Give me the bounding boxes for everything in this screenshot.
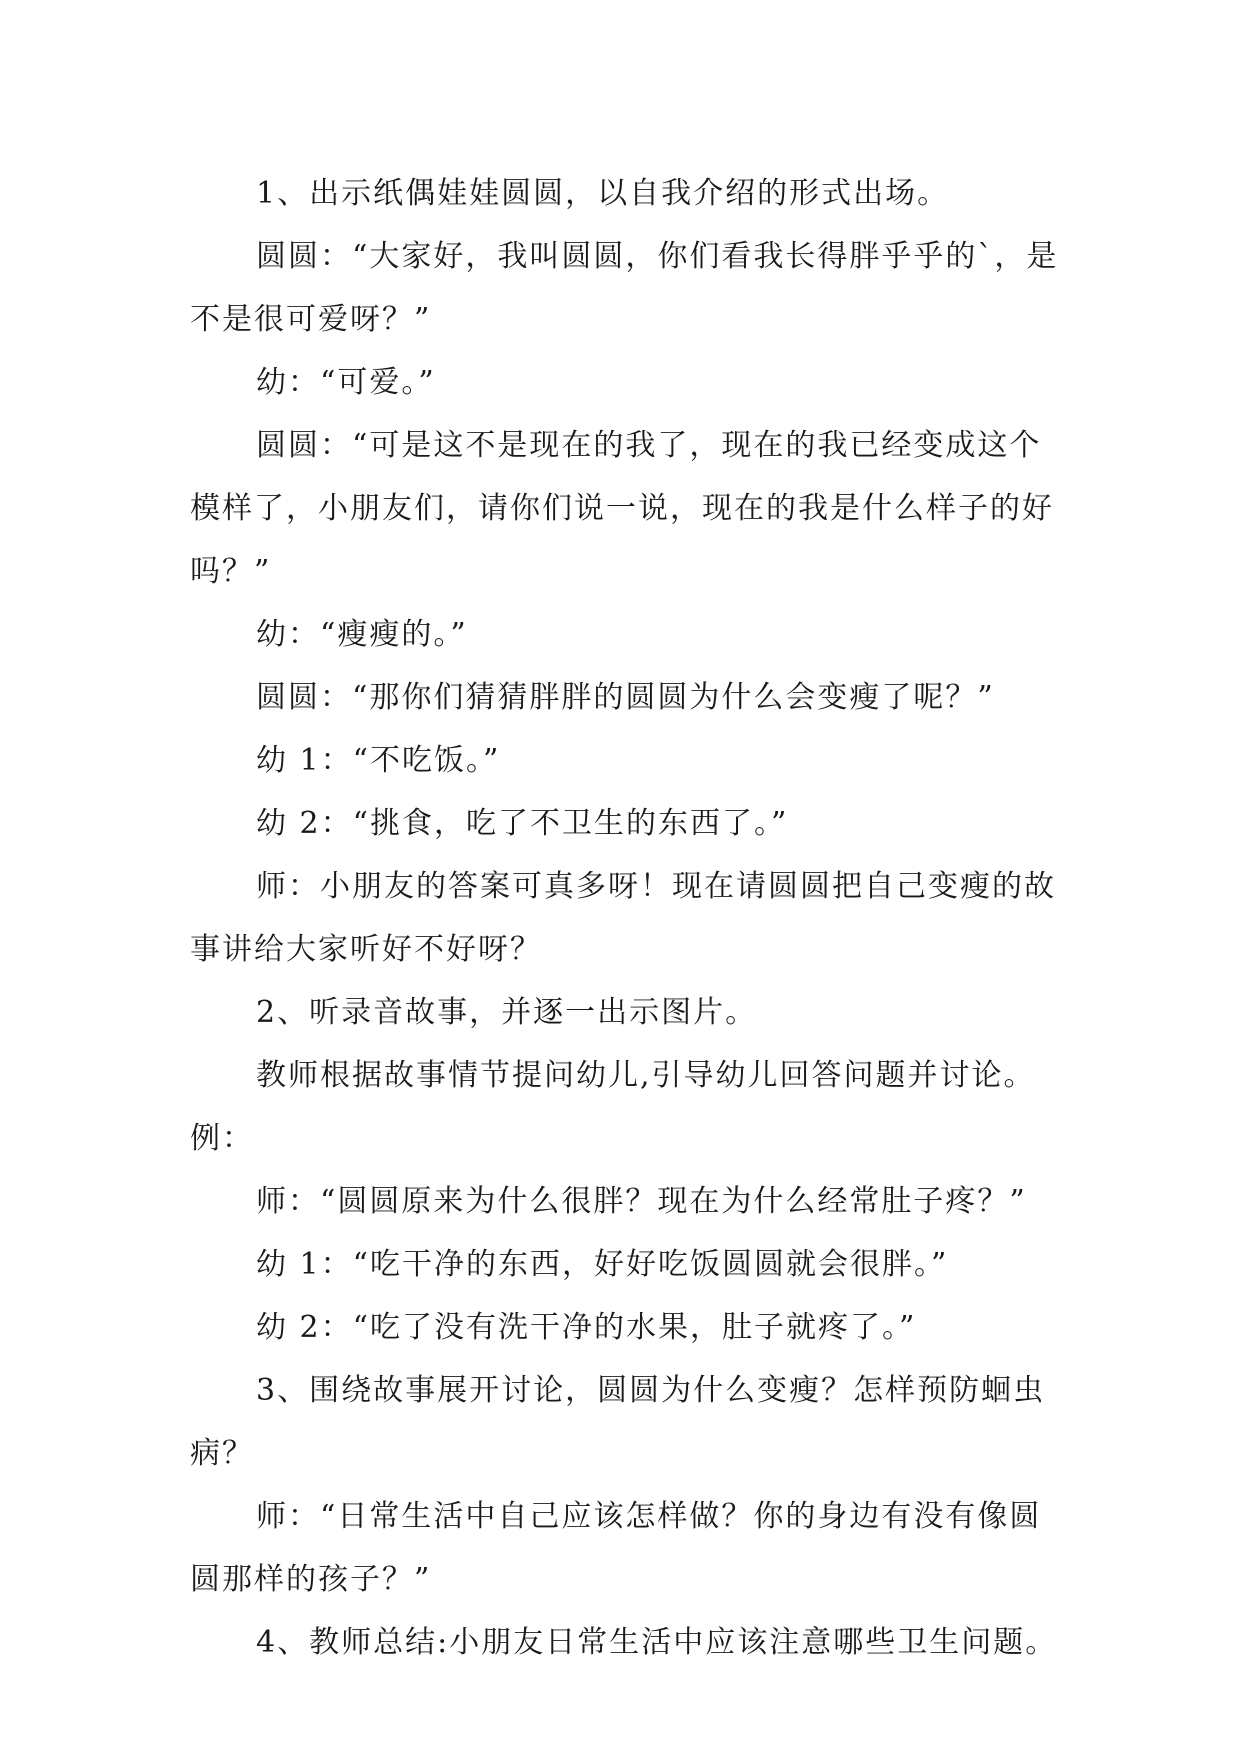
paragraph-2: 圆圆：“大家好，我叫圆圆，你们看我长得胖乎乎的`，是不是很可爱呀？” (190, 239, 1059, 337)
paragraph-9: 师：小朋友的答案可真多呀！现在请圆圆把自己变瘦的故事讲给大家听好不好呀？ (190, 869, 1056, 967)
paragraph-13: 幼 1：“吃干净的东西，好好吃饭圆圆就会很胖。” (256, 1247, 949, 1282)
paragraph-6: 圆圆：“那你们猜猜胖胖的圆圆为什么会变瘦了呢？” (256, 680, 995, 715)
paragraph-4: 圆圆：“可是这不是现在的我了，现在的我已经变成这个模样了，小朋友们，请你们说一说，现在的我是什么样子的好吗？” (190, 428, 1054, 589)
paragraph-1: 1、出示纸偶娃娃圆圆，以自我介绍的形式出场。 (256, 176, 950, 211)
paragraph-15: 3、围绕故事展开讨论，圆圆为什么变瘦？怎样预防蛔虫病？ (190, 1373, 1046, 1471)
paragraph-5: 幼：“瘦瘦的。” (256, 617, 468, 652)
paragraph-10: 2、听录音故事，并逐一出示图片。 (256, 995, 758, 1030)
document-body (190, 162, 1070, 1674)
paragraph-16: 师：“日常生活中自己应该怎样做？你的身边有没有像圆圆那样的孩子？” (190, 1499, 1042, 1597)
paragraph-12: 师：“圆圆原来为什么很胖？现在为什么经常肚子疼？” (256, 1184, 1027, 1219)
paragraph-3: 幼：“可爱。” (256, 365, 436, 400)
paragraph-11: 教师根据故事情节提问幼儿,引导幼儿回答问题并讨论。例： (190, 1058, 1036, 1156)
paragraph-14: 幼 2：“吃了没有洗干净的水果，肚子就疼了。” (256, 1310, 917, 1345)
paragraph-17: 4、教师总结:小朋友日常生活中应该注意哪些卫生问题。 (256, 1625, 1058, 1660)
paragraph-7: 幼 1：“不吃饭。” (256, 743, 501, 778)
paragraph-8: 幼 2：“挑食，吃了不卫生的东西了。” (256, 806, 789, 841)
